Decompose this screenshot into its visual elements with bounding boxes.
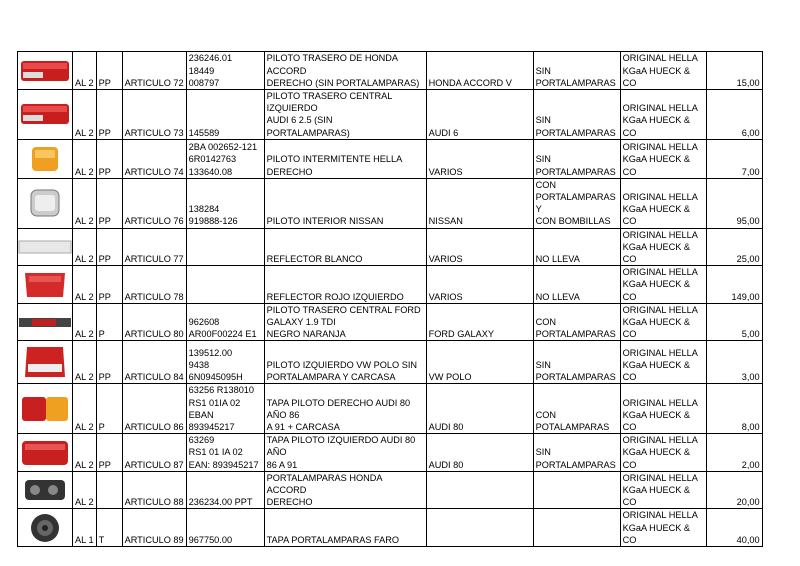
part-code-cell: 63256 R138010 RS1 01IA 02 EBAN 893945217 [188, 385, 255, 433]
table-row [18, 341, 763, 384]
type-cell: P [98, 329, 105, 340]
description-cell: PILOTO IZQUIERDO VW POLO SIN PORTALAMPARA Y CARCASA [266, 360, 418, 383]
type-cell: PP [98, 459, 111, 470]
model-cell: NISSAN [428, 216, 463, 227]
model-cell: HONDA ACCORD V [428, 77, 512, 88]
brand-cell: ORIGINAL HELLA KGaA HUECK & CO [622, 347, 698, 383]
type-cell: T [98, 534, 105, 545]
location-cell: AL 2 [75, 216, 94, 227]
part-code-cell: 236246.01 18449 008797 [188, 53, 233, 88]
article-ref-cell: ARTICULO 89 [124, 534, 184, 545]
price-cell: 3,00 [741, 372, 760, 383]
amber-red-cover-image [18, 384, 73, 434]
price-cell: 20,00 [736, 497, 760, 508]
part-code-cell: 139512.00 9438 6N0945095H [188, 347, 243, 383]
table-row [18, 266, 763, 304]
location-cell: AL 2 [75, 77, 94, 88]
price-cell: 95,00 [736, 216, 760, 227]
interior-light-image [18, 178, 73, 228]
condition-cell: SIN PORTALAMPARAS [535, 360, 616, 383]
center-tail-light-image [18, 303, 73, 341]
article-ref-cell: ARTICULO 84 [124, 372, 184, 383]
red-reflector-image [18, 266, 73, 304]
description-cell: PORTALAMPARAS HONDA ACCORD DERECHO [266, 472, 383, 508]
brand-cell: ORIGINAL HELLA KGaA HUECK & CO [622, 304, 698, 340]
table-row [18, 434, 763, 472]
red-cover-image [18, 434, 73, 472]
price-cell: 40,00 [736, 534, 760, 545]
table-row [18, 178, 763, 228]
table-row [18, 509, 763, 547]
description-cell: REFLECTOR BLANCO [266, 254, 363, 265]
part-code-cell: 138284 919888-126 [188, 204, 238, 227]
condition-cell: CON POTALAMPARAS [535, 409, 610, 433]
condition-cell: SIN PORTALAMPARAS [535, 447, 616, 470]
headlamp-cap-image [18, 509, 73, 547]
article-ref-cell: ARTICULO 74 [124, 166, 184, 177]
description-cell: TAPA PORTALAMPARAS FARO [266, 534, 400, 545]
price-cell: 8,00 [741, 422, 760, 433]
price-cell: 5,00 [741, 329, 760, 340]
location-cell: AL 2 [75, 291, 94, 302]
article-ref-cell: ARTICULO 80 [124, 329, 184, 340]
brand-cell: ORIGINAL HELLA KGaA HUECK & CO [622, 267, 698, 302]
article-ref-cell: ARTICULO 77 [124, 254, 184, 265]
condition-cell: NO LLEVA [535, 254, 580, 265]
type-cell: P [98, 422, 105, 433]
lamp-holder-image [18, 471, 73, 509]
description-cell: PILOTO TRASERO CENTRAL FORD GALAXY 1.9 TDI NEGRO NARANJA [266, 304, 421, 340]
description-cell: TAPA PILOTO DERECHO AUDI 80 AÑO 86 A 91 + CARCASA [266, 397, 411, 433]
location-cell: AL 2 [75, 372, 94, 383]
description-cell: PILOTO INTERMITENTE HELLA DERECHO [266, 154, 402, 177]
type-cell: PP [98, 291, 111, 302]
table-row [18, 90, 763, 140]
brand-cell: ORIGINAL HELLA KGaA HUECK & CO [622, 53, 698, 88]
condition-cell: SIN PORTALAMPARAS [535, 115, 616, 138]
amber-indicator-image [18, 139, 73, 178]
part-code-cell: 236234.00 PPT [188, 497, 253, 508]
table-row [18, 228, 763, 266]
description-cell: TAPA PILOTO IZQUIERDO AUDI 80 AÑO 86 A 91 [266, 435, 416, 470]
type-cell: PP [98, 166, 111, 177]
condition-cell: NO LLEVA [535, 291, 580, 302]
location-cell: AL 2 [75, 497, 94, 508]
article-ref-cell: ARTICULO 78 [124, 291, 184, 302]
table-row [18, 139, 763, 178]
article-ref-cell: ARTICULO 72 [124, 77, 184, 88]
model-cell: VARIOS [428, 166, 463, 177]
parts-table [17, 51, 763, 547]
price-cell: 149,00 [731, 291, 760, 302]
location-cell: AL 2 [75, 127, 94, 138]
part-code-cell: 63269 RS1 01 IA 02 EAN: 893945217 [188, 435, 259, 470]
type-cell: PP [98, 216, 111, 227]
brand-cell: ORIGINAL HELLA KGaA HUECK & CO [622, 435, 698, 470]
model-cell: VW POLO [428, 372, 472, 383]
description-cell: PILOTO TRASERO DE HONDA ACCORD DERECHO (SIN PORTALAMPARAS) [266, 53, 420, 88]
part-code-cell: 962608 AR00F00224 E1 [188, 317, 257, 340]
article-ref-cell: ARTICULO 76 [124, 216, 184, 227]
condition-cell: CON PORTALAMPARAS [535, 317, 616, 340]
description-cell: PILOTO TRASERO CENTRAL IZQUIERDO AUDI 6 2.5 (SIN PORTALAMPARAS) [266, 91, 393, 138]
price-cell: 2,00 [741, 459, 760, 470]
polo-tail-light-image [18, 341, 73, 384]
type-cell: PP [98, 372, 111, 383]
red-tail-light-image [18, 52, 73, 90]
model-cell: AUDI 80 [428, 422, 464, 433]
location-cell: AL 1 [75, 534, 94, 545]
condition-cell: CON PORTALAMPARAS Y CON BOMBILLAS [535, 179, 616, 227]
type-cell: PP [98, 254, 111, 265]
brand-cell: ORIGINAL HELLA KGaA HUECK & CO [622, 397, 698, 433]
condition-cell: SIN PORTALAMPARAS [535, 65, 616, 88]
white-reflector-image [18, 228, 73, 266]
price-cell: 6,00 [741, 127, 760, 138]
description-cell: REFLECTOR ROJO IZQUIERDO [266, 291, 404, 302]
price-cell: 7,00 [741, 166, 760, 177]
brand-cell: ORIGINAL HELLA KGaA HUECK & CO [622, 192, 698, 227]
brand-cell: ORIGINAL HELLA KGaA HUECK & CO [622, 510, 698, 545]
type-cell: PP [98, 77, 111, 88]
part-code-cell: 145589 [188, 127, 220, 138]
description-cell: PILOTO INTERIOR NISSAN [266, 216, 384, 227]
table-row [18, 471, 763, 509]
red-tail-light-image [18, 90, 73, 140]
location-cell: AL 2 [75, 166, 94, 177]
model-cell: VARIOS [428, 291, 463, 302]
brand-cell: ORIGINAL HELLA KGaA HUECK & CO [622, 472, 698, 508]
location-cell: AL 2 [75, 459, 94, 470]
part-code-cell: 967750.00 [188, 534, 233, 545]
article-ref-cell: ARTICULO 73 [124, 127, 184, 138]
location-cell: AL 2 [75, 422, 94, 433]
table-row [18, 384, 763, 434]
model-cell: VARIOS [428, 254, 463, 265]
article-ref-cell: ARTICULO 86 [124, 422, 184, 433]
condition-cell: SIN PORTALAMPARAS [535, 154, 616, 177]
part-code-cell: 2BA 002652-121 6R0142763 133640.08 [188, 142, 258, 177]
model-cell: AUDI 80 [428, 459, 464, 470]
model-cell: FORD GALAXY [428, 329, 494, 340]
model-cell: AUDI 6 [428, 127, 459, 138]
price-cell: 25,00 [736, 254, 760, 265]
table-row [18, 303, 763, 341]
article-ref-cell: ARTICULO 88 [124, 497, 184, 508]
brand-cell: ORIGINAL HELLA KGaA HUECK & CO [622, 142, 698, 177]
location-cell: AL 2 [75, 329, 94, 340]
price-cell: 15,00 [736, 77, 760, 88]
brand-cell: ORIGINAL HELLA KGaA HUECK & CO [622, 103, 698, 138]
location-cell: AL 2 [75, 254, 94, 265]
table-row [18, 52, 763, 90]
type-cell: PP [98, 127, 111, 138]
article-ref-cell: ARTICULO 87 [124, 459, 184, 470]
brand-cell: ORIGINAL HELLA KGaA HUECK & CO [622, 229, 698, 265]
